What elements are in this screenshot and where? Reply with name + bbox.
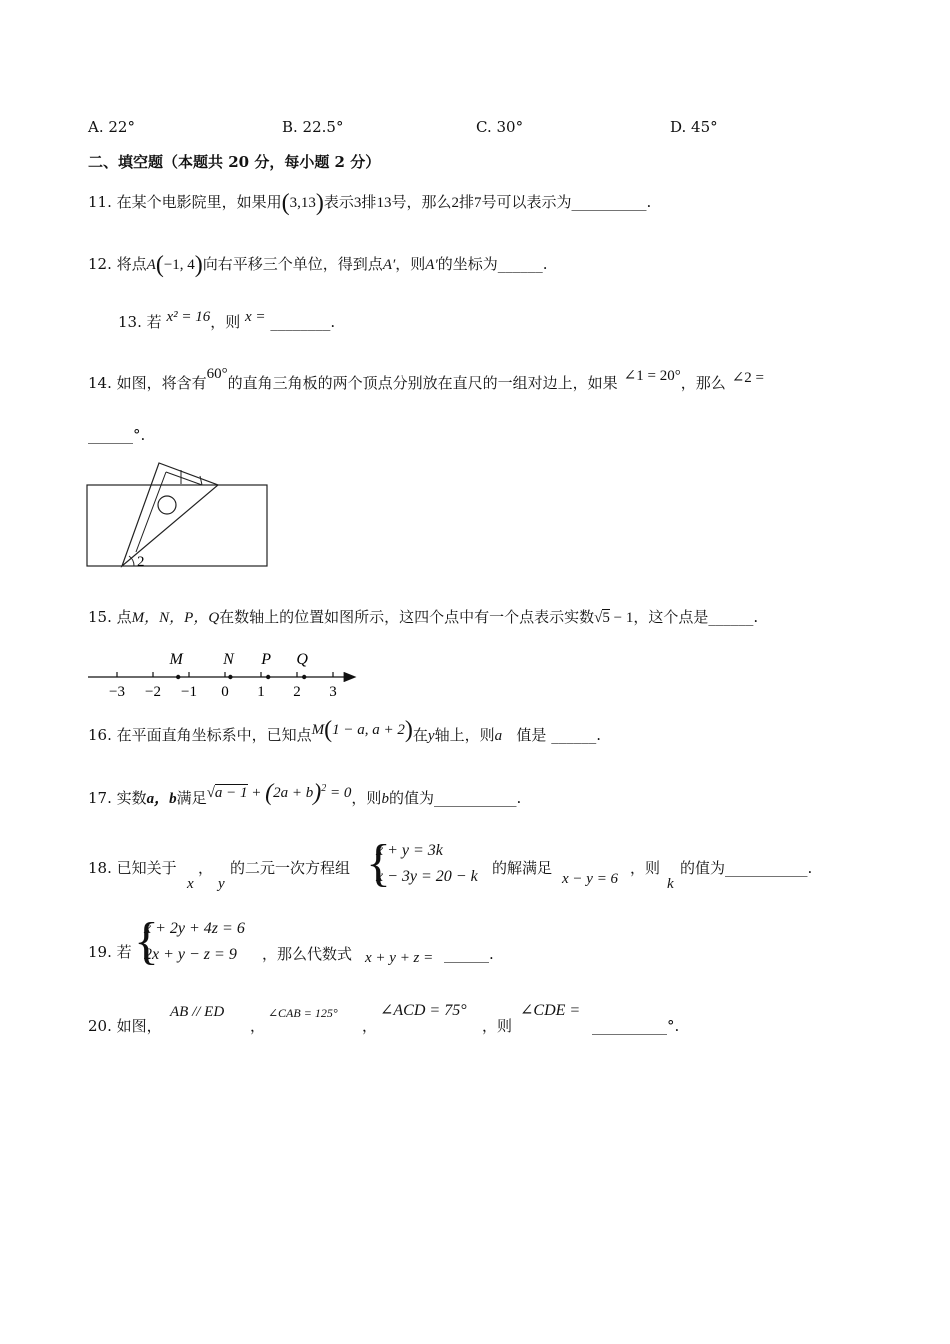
- question-17: [88, 780, 522, 809]
- q19-expression: x + y + z =: [365, 950, 434, 966]
- q14-angle1: ∠1 = 20°: [623, 368, 681, 384]
- q11-n4: 7: [473, 195, 482, 211]
- q14-figure: [84, 458, 274, 574]
- point-label-q: Q: [296, 651, 308, 668]
- q12-aprime-2: A′: [425, 257, 438, 273]
- number-line: [84, 646, 364, 702]
- q12-coords: −1, 4: [163, 257, 195, 273]
- q20-text-1: 如图，: [116, 1017, 162, 1035]
- q11-text-2: 表示: [323, 193, 354, 211]
- section-title: 二、填空题（本题共 20 分，每小题 2 分）: [88, 153, 381, 171]
- q16-text-4: 值是 ______.: [516, 726, 601, 744]
- q14-text-2: 的直角三角板的两个顶点分别放在直尺的一组对边上，如果: [227, 374, 618, 392]
- q18-y: y: [218, 876, 225, 892]
- tick-label--1: −1: [181, 684, 197, 700]
- q18-row-2: x − 3y = 20 − k: [376, 868, 478, 885]
- q18-number: 18.: [88, 859, 112, 877]
- q15-text-3: ，这个点是______.: [633, 608, 759, 626]
- angle-2-label: 2: [137, 554, 145, 570]
- tick-label--3: −3: [109, 684, 125, 700]
- q11-number: 11.: [88, 193, 112, 211]
- q13-text-2: ，则: [210, 313, 241, 331]
- q20-parallel: AB // ED: [170, 1004, 225, 1020]
- q14-answer-blank: ______°.: [88, 426, 146, 444]
- q16-point: M: [311, 722, 325, 738]
- q20-comma-1: ，: [250, 1017, 266, 1035]
- option-d: D. 45°: [670, 118, 718, 136]
- q19-number: 19.: [88, 943, 112, 961]
- q17-text-4: 的值为___________.: [388, 789, 522, 807]
- q12-point: A: [146, 257, 156, 273]
- q11-text-4: 号，那么: [391, 193, 452, 211]
- q19-row-2: 2x + y − z = 9: [144, 946, 237, 963]
- q13-text-1: 若: [146, 313, 162, 331]
- q15-number: 15.: [88, 608, 112, 626]
- triangle-inner-top: [166, 472, 202, 485]
- tick-label-0: 0: [221, 684, 229, 700]
- q17-tail: = 0: [326, 785, 352, 801]
- point-label-n: N: [223, 651, 234, 668]
- q15-minus-1: − 1: [609, 610, 634, 626]
- q16-text-3: 轴上，则: [434, 726, 495, 744]
- tick-label-1: 1: [257, 684, 265, 700]
- q12-text-2: 向右平移三个单位，得到点: [202, 255, 383, 273]
- point-label-p: P: [261, 651, 272, 668]
- q18-x: x: [187, 876, 194, 892]
- q15-text-2: 在数轴上的位置如图所示，这四个点中有一个点表示实数: [219, 608, 595, 626]
- q20-number: 20.: [88, 1017, 112, 1035]
- q18-text-1: 已知关于: [116, 859, 177, 877]
- q17-radicand: a − 1: [214, 785, 248, 801]
- q18-k: k: [667, 876, 674, 892]
- question-14: [88, 366, 764, 394]
- triangle-hole: [158, 496, 176, 514]
- q20-angle-cab: ∠CAB = 125°: [268, 1006, 338, 1020]
- q15-sqrt: √5 − 1: [594, 610, 634, 626]
- q15-radicand: 5: [602, 610, 610, 626]
- ruler: [87, 485, 267, 566]
- question-13: [118, 309, 336, 333]
- question-12: 12. 将点A(−1, 4)向右平移三个单位，得到点A′，则A′的坐标为______.: [88, 252, 548, 278]
- question-15: [88, 607, 758, 628]
- tick-label-2: 2: [293, 684, 301, 700]
- q18-text-5: 的值为___________.: [680, 859, 813, 877]
- q16-a: a: [494, 728, 503, 744]
- question-20: [88, 1016, 162, 1036]
- question-16: 16. 在平面直角坐标系中，已知点M(1 − a, a + 2)在y轴上，则a 值是 ______.: [88, 717, 601, 744]
- q14-text-1: 如图，将含有: [116, 374, 207, 392]
- q14-angle2: ∠2 =: [731, 370, 764, 386]
- q20-angle-acd: ∠ACD = 75°: [380, 1002, 467, 1019]
- q17-text-2: 满足: [176, 789, 207, 807]
- q13-equation: x² = 16: [166, 309, 211, 325]
- q19-text-3: ______.: [444, 945, 494, 963]
- q18-text-2: 的二元一次方程组: [230, 859, 351, 877]
- q17-expression: $√a - 1 + (2a + b)^2 = 0$: [206, 780, 352, 806]
- q14-number: 14.: [88, 374, 112, 392]
- question-11: 11. 在某个电影院里，如果用(3,13)表示3排13号，那么2排7号可以表示为__________.: [88, 190, 652, 216]
- q13-text-3: ________.: [270, 313, 336, 331]
- q20-text-2: ，则: [482, 1017, 513, 1035]
- point-p: [266, 675, 270, 679]
- q17-text-3: ，则: [351, 789, 382, 807]
- tick-label--2: −2: [145, 684, 161, 700]
- q17-ab: a，b: [146, 791, 177, 807]
- q11-text-6: 号可以表示为__________.: [481, 193, 652, 211]
- option-a: A. 22°: [88, 118, 135, 136]
- q19-text-2: ，那么代数式: [262, 945, 353, 963]
- q15-points: M，N，P，Q: [131, 610, 220, 626]
- point-q: [302, 675, 306, 679]
- option-b: B. 22.5°: [282, 118, 344, 136]
- q11-pair: 3,13: [289, 195, 316, 211]
- q11-n1: 3: [353, 195, 362, 211]
- q14-degree: 60°: [206, 366, 228, 382]
- question-19: [88, 942, 132, 962]
- q13-x: x =: [245, 309, 266, 325]
- q20-text-3: __________°.: [592, 1017, 680, 1035]
- tick-mark-2: [200, 476, 202, 485]
- q18-condition: x − y = 6: [562, 871, 619, 887]
- q11-text-3: 排: [361, 193, 377, 211]
- point-label-m: M: [169, 651, 183, 668]
- q19-text-1: 若: [116, 943, 132, 961]
- q17-square-base: 2a + b: [273, 785, 314, 801]
- q17-number: 17.: [88, 789, 112, 807]
- q18-row-1: x + y = 3k: [376, 842, 443, 859]
- q17-text-1: 实数: [116, 789, 147, 807]
- question-18: [88, 858, 177, 878]
- q13-number: 13.: [118, 313, 142, 331]
- point-n: [228, 675, 232, 679]
- q12-text-1: 将点: [116, 255, 147, 273]
- q16-number: 16.: [88, 726, 112, 744]
- q19-row-1: x + 2y + 4z = 6: [144, 920, 245, 937]
- q18-system: { x + y = 3k x − 3y = 20 − k: [366, 835, 478, 892]
- q16-y: y: [427, 728, 435, 744]
- q11-text-5: 排: [458, 193, 474, 211]
- tick-label-3: 3: [329, 684, 337, 700]
- q16-text-2: 在: [412, 726, 428, 744]
- point-m: [176, 675, 180, 679]
- option-c: C. 30°: [476, 118, 524, 136]
- q11-n2: 13: [376, 195, 392, 211]
- q11-text-1: 在某个电影院里，如果用: [116, 193, 282, 211]
- q14-text-3: ，那么: [680, 374, 726, 392]
- q20-angle-cde: ∠CDE =: [520, 1002, 581, 1019]
- q11-n3: 2: [451, 195, 459, 211]
- q16-coords: 1 − a, a + 2: [332, 722, 405, 738]
- q16-text-1: 在平面直角坐标系中，已知点: [116, 726, 312, 744]
- q12-aprime: A′: [382, 257, 396, 273]
- q20-comma-2: ，: [362, 1017, 378, 1035]
- q12-text-3: ，则: [395, 255, 426, 273]
- q18-separator: ，: [198, 859, 214, 877]
- q12-number: 12.: [88, 255, 112, 273]
- q15-text-1: 点: [116, 608, 132, 626]
- q18-text-4: ，则: [630, 859, 661, 877]
- q17-plus: +: [247, 785, 266, 801]
- q17-b: b: [381, 791, 389, 807]
- q12-text-4: 的坐标为______.: [437, 255, 548, 273]
- q19-system: { x + 2y + 4z = 6 2x + y − z = 9: [134, 913, 245, 970]
- q18-text-3: 的解满足: [492, 859, 553, 877]
